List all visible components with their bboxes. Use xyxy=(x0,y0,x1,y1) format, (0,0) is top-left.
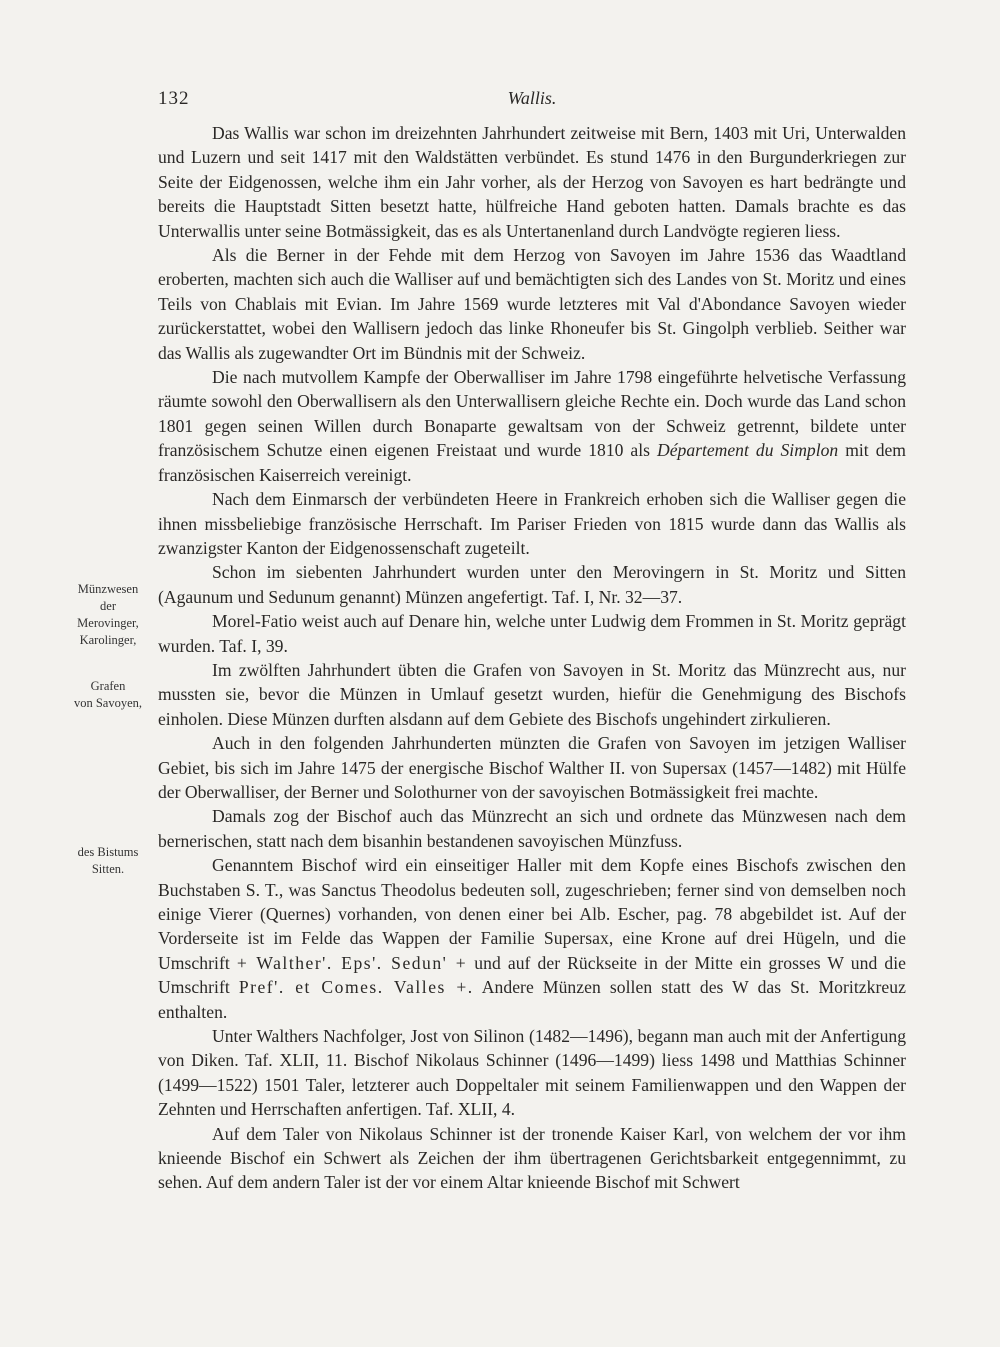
marginal-line: von Savoyen, xyxy=(73,696,143,710)
paragraph: Auf dem Taler von Nikolaus Schinner ist der tronende Kaiser Karl, von welchem der vor ihm knieende Bischof ein Schwert als Zeichen der ihm übertragenen Gerichtsbarkeit entgegennimmt, zu sehen. Auf dem andern Taler ist der vor einem Altar knieende Bischof mit Schwert xyxy=(158,1123,906,1193)
marginal-note-bistum xyxy=(56,844,160,878)
paragraph: Im zwölften Jahrhundert übten die Grafen von Savoyen in St. Moritz das Münzrecht aus, nur mussten sie, bevor die Münzen in Umlauf gesetzt wurden, hiefür die Genehmigung des Bischofs einholen. Diese Münzen durften alsdann auf dem Gebiete des Bischofs ungehindert zirkulieren. xyxy=(158,659,906,729)
marginal-note-muenzwesen xyxy=(56,581,160,649)
paragraph xyxy=(158,365,906,487)
marginal-line: Karolinger, xyxy=(79,633,137,647)
paragraph xyxy=(158,853,906,1024)
running-title: Wallis. xyxy=(507,88,557,108)
paragraph: Morel-Fatio weist auch auf Denare hin, welche unter Ludwig dem Frommen in St. Moritz geprägt wurden. Taf. I, 39. xyxy=(158,611,906,656)
marginal-line: Münzwesen xyxy=(77,582,139,596)
paragraph: Auch in den folgenden Jahrhunderten münzten die Grafen von Savoyen im jetzigen Walliser Gebiet, bis sich im Jahre 1475 der energische Bischof Walther II. von Supersax (1457—1482) mit Hülfe der Oberwalliser, der Berner und Solothurner von der savoyischen Botmässigkeit frei machte. xyxy=(158,733,906,802)
obverse-inscription: + Walther'. Eps'. Sedun' + xyxy=(236,952,468,973)
paragraph: Schon im siebenten Jahrhundert wurden unter den Merovingern in St. Moritz und Sitten (Agaunum und Sedunum genannt) Münzen angefertigt. Taf. I, Nr. 32—37. xyxy=(158,562,906,607)
reverse-inscription: Pref'. et Comes. Valles +. xyxy=(238,977,474,998)
paragraph-text: Genanntem Bischof wird ein einseitiger Haller mit dem Kopfe eines Bischofs zwischen den Buchstaben S. T., was Sanctus Theodolus bedeuten soll, zugeschrieben; ferner sind von demselben noch einige Vierer (Quernes) vorhanden, von denen einer bei Alb. Escher, pag. 78 abgebildet ist. Auf der Vorderseite ist im Felde das Wappen der Familie Supersax, eine Krone auf drei Hügeln, und die Umschrift xyxy=(158,855,906,973)
paragraph-text: mit dem französischen Kaiserreich vereinigt. xyxy=(158,440,906,485)
paragraph-text: Die nach mutvollem Kampfe der Oberwalliser im Jahre 1798 eingeführte helvetische Verfassung räumte sowohl den Oberwallisern als den Unterwallisern gleiche Rechte ein. Doch wurde das Land schon 1801 gegen seinen Willen durch Bonaparte gewaltsam von der Schweiz getrennt, bildete unter französischem Schutze einen eigenen Freistaat und wurde 1810 als xyxy=(158,367,906,461)
italic-phrase: Département du Simplon xyxy=(657,440,839,461)
paragraph-text: und auf der Rückseite in der Mitte ein grosses W und die Umschrift xyxy=(158,952,906,998)
marginal-note-grafen xyxy=(56,678,160,712)
paragraph-text: Andere Münzen sollen statt des W das St. Moritzkreuz enthalten. xyxy=(158,977,906,1022)
body-text xyxy=(158,121,906,1195)
marginal-line: des Bistums xyxy=(77,845,139,859)
paragraph: Als die Berner in der Fehde mit dem Herzog von Savoyen im Jahre 1536 das Waadtland eroberten, machten sich auch die Walliser auf und bemächtigten sich des Landes von St. Moritz und eines Teils von Chablais mit Evian. Im Jahre 1569 wurde letzteres mit Val d'Abondance Savoyen wieder zurückerstattet, wobei den Wallisern jedoch das linke Rhoneufer bis St. Gingolph verblieb. Seither war das Wallis als zugewandter Ort im Bündnis mit der Schweiz. xyxy=(158,245,906,363)
page-header xyxy=(158,88,906,118)
paragraph: Das Wallis war schon im dreizehnten Jahrhundert zeitweise mit Bern, 1403 mit Uri, Unterwalden und Luzern und seit 1417 mit den Waldstätten verbündet. Es stund 1476 in den Burgunderkriegen zur Seite der Eidgenossen, welche ihm ein Jahr vorher, als der Herzog von Savoyen es hart bedrängte und bereits die Hauptstadt Sitten besetzt hatte, hülfreiche Hand geboten hatten. Damals brachte es das Unterwallis unter seine Botmässigkeit, das es als Untertanenland durch Landvögte regieren liess. xyxy=(158,123,906,241)
marginal-line: der xyxy=(100,599,116,613)
paragraph: Nach dem Einmarsch der verbündeten Heere in Frankreich erhoben sich die Walliser gegen die ihnen missbeliebige französische Herrschaft. Im Pariser Frieden von 1815 wurde dann das Wallis als zwanzigster Kanton der Eidgenossenschaft zugeteilt. xyxy=(158,489,906,558)
paragraph: Unter Walthers Nachfolger, Jost von Silinon (1482—1496), begann man auch mit der Anfertigung von Diken. Taf. XLII, 11. Bischof Nikolaus Schinner (1496—1499) liess 1498 und Matthias Schinner (1499—1522) 1501 Taler, letzterer auch Doppeltaler mit seinem Familienwappen und den Wappen der Zehnten und Herrschaften anfertigen. Taf. XLII, 4. xyxy=(158,1026,906,1120)
marginal-line: Sitten. xyxy=(91,862,125,876)
paragraph: Damals zog der Bischof auch das Münzrecht an sich und ordnete das Münzwesen nach dem bernerischen, statt nach dem bisanhin bestandenen savoyischen Münzfuss. xyxy=(158,806,906,851)
marginal-line: Grafen xyxy=(90,679,126,693)
marginal-line: Merovinger, xyxy=(77,616,139,630)
page-number: 132 xyxy=(158,88,190,109)
